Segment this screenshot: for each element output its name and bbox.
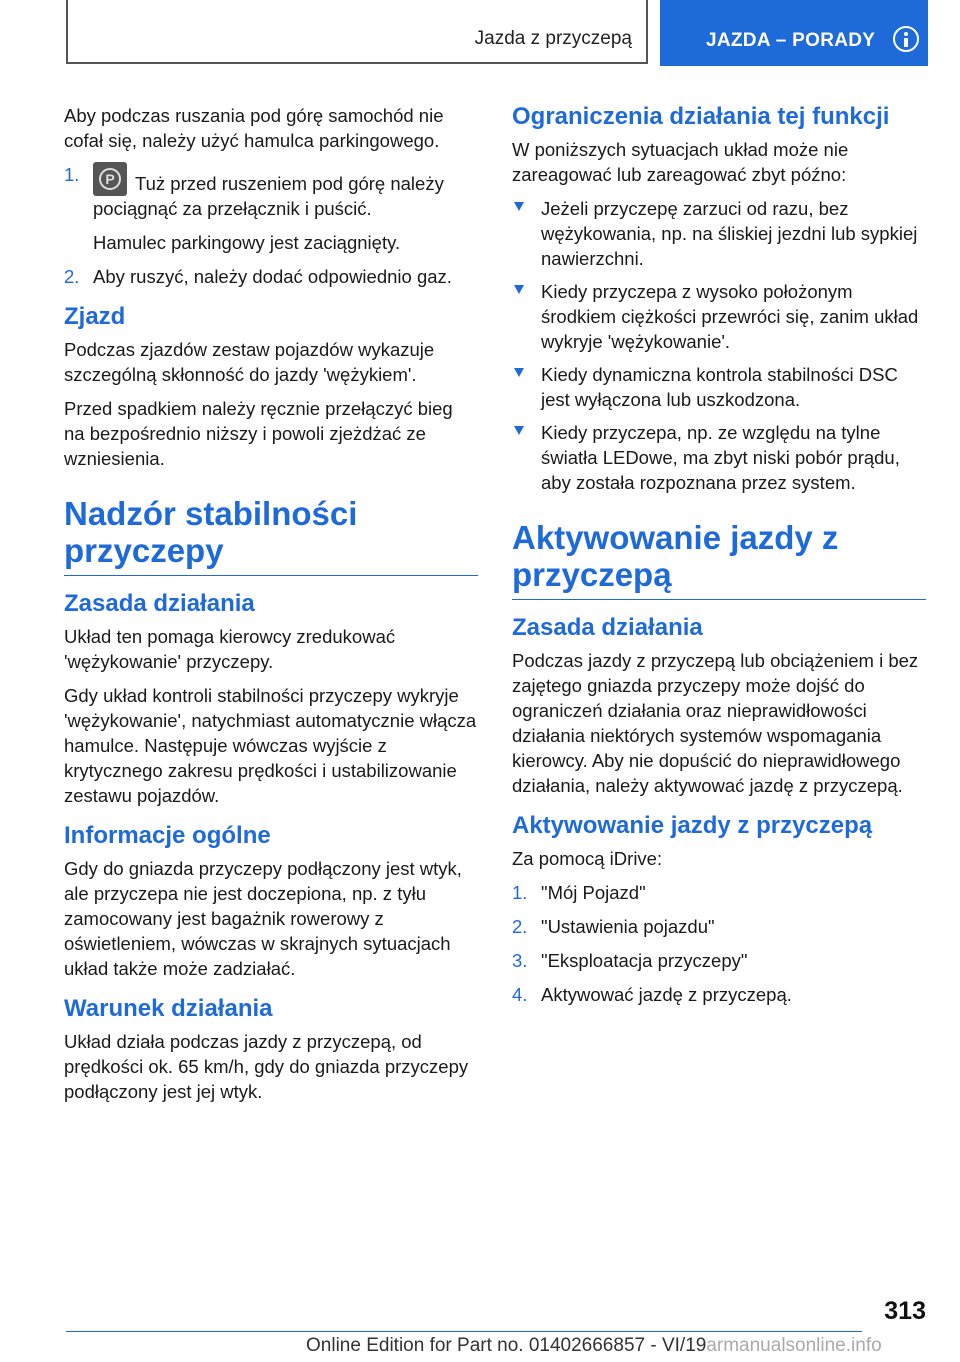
zjazd-paragraph-1: Podczas zjazdów zestaw pojazdów wykazuje szczególną skłonność do jazdy 'wężykiem'. bbox=[64, 339, 435, 385]
step-number: 3. bbox=[512, 950, 528, 971]
warunek-heading: Warunek działania bbox=[64, 995, 273, 1022]
step-text: "Ustawienia pojazdu" bbox=[541, 916, 715, 937]
parking-brake-icon: P bbox=[93, 162, 127, 196]
step-number: 4. bbox=[512, 984, 528, 1005]
list-item bbox=[512, 948, 926, 973]
zasada-paragraph-1: Układ ten pomaga kierowcy zredukować 'wężykowanie' przyczepy. bbox=[64, 626, 396, 672]
header-section-box bbox=[66, 0, 648, 64]
step-number: 2. bbox=[64, 266, 80, 287]
info-paragraph: Gdy do gniazda przyczepy podłączony jest wtyk, ale przyczepa nie jest doczepiona, np. z tyłu zamocowany jest bagażnik rowerowy z oświetleniem, wówczas w skrajnych sytuacjach układ także może zadziałać. bbox=[64, 858, 462, 979]
ograniczenia-paragraph: W poniższych sytuacjach układ może nie zareagować lub zareagować zbyt późno: bbox=[512, 139, 849, 185]
aktywowanie-subheading: Aktywowanie jazdy z przyczepą bbox=[512, 812, 873, 839]
step-text: "Mój Pojazd" bbox=[541, 882, 646, 903]
zjazd-heading: Zjazd bbox=[64, 303, 126, 330]
bullet-triangle-icon bbox=[514, 426, 524, 435]
footer-divider bbox=[66, 1331, 862, 1332]
left-column bbox=[64, 103, 478, 1113]
zasada-paragraph-right: Podczas jazdy z przyczepą lub obciążeniem i bez zajętego gniazda przyczepy może dojść do ograniczeń działania oraz nieprawidłowości działania niektórych systemów wspomagania kierowcy. Aby nie dopuścić do nieprawidłowego działania, należy aktywować jazdę z przyczepą. bbox=[512, 650, 919, 796]
header-chapter-label: JAZDA – PORADY bbox=[706, 30, 876, 51]
nadzor-heading: Nadzór stabilności przyczepy bbox=[64, 495, 478, 576]
bullet-triangle-icon bbox=[514, 368, 524, 377]
aktywowanie-heading: Aktywowanie jazdy z przyczepą bbox=[512, 519, 926, 600]
info-icon[interactable] bbox=[893, 26, 919, 52]
zjazd-paragraph-2: Przed spadkiem należy ręcznie przełączyć bieg na bezpośrednio niższy i powoli zjeżdżać ze wzniesienia. bbox=[64, 398, 453, 469]
bullet-triangle-icon bbox=[514, 202, 524, 211]
idrive-intro: Za pomocą iDrive: bbox=[512, 848, 663, 869]
list-item bbox=[64, 264, 478, 289]
zasada-heading: Zasada działania bbox=[64, 590, 255, 617]
info-heading: Informacje ogólne bbox=[64, 822, 271, 849]
step-result: Hamulec parkingowy jest zaciągnięty. bbox=[93, 232, 401, 253]
step-text: "Eksploatacja przyczepy" bbox=[541, 950, 748, 971]
bullet-triangle-icon bbox=[514, 285, 524, 294]
right-column bbox=[512, 103, 926, 1016]
footer-edition: Online Edition for Part no. 01402666857 - VI/19armanualsonline.info bbox=[306, 1335, 882, 1356]
step-number: 2. bbox=[512, 916, 528, 937]
idrive-steps-list bbox=[512, 880, 926, 1007]
zasada-paragraph-2: Gdy układ kontroli stabilności przyczepy wykryje 'wężykowanie', natychmiast automatycznie włącza hamulce. Następuje wówczas wyjście z krytycznego zakresu prędkości i ustabilizowanie zestawu pojazdów. bbox=[64, 685, 477, 806]
zasada-heading-right: Zasada działania bbox=[512, 614, 703, 641]
list-item: Jeżeli przyczepę zarzuci od razu, bez wężykowania, np. na śliskiej jezdni lub sypkiej nawierzchni. bbox=[512, 196, 926, 271]
list-item: Kiedy przyczepa, np. ze względu na tylne światła LEDowe, ma zbyt niski pobór prądu, aby została rozpoznana przez system. bbox=[512, 420, 926, 495]
intro-paragraph: Aby podczas ruszania pod górę samochód nie cofał się, należy użyć hamulca parkingowego. bbox=[64, 105, 444, 151]
step-number: 1. bbox=[64, 164, 80, 185]
list-item: Kiedy dynamiczna kontrola stabilności DSC jest wyłączona lub uszkodzona. bbox=[512, 362, 926, 412]
start-steps-list bbox=[64, 162, 478, 289]
list-item: Kiedy przyczepa z wysoko położonym środkiem ciężkości przewróci się, zanim układ wykryje 'wężykowanie'. bbox=[512, 279, 926, 354]
header-section-title: Jazda z przyczepą bbox=[474, 28, 632, 49]
step-text: Tuż przed ruszeniem pod górę należy pociągnąć za przełącznik i puścić. bbox=[93, 173, 444, 219]
page-number: 313 bbox=[884, 1297, 926, 1325]
step-text: Aktywować jazdę z przyczepą. bbox=[541, 984, 792, 1005]
list-item bbox=[512, 914, 926, 939]
list-item bbox=[512, 880, 926, 905]
header-chapter-tab[interactable] bbox=[660, 0, 928, 66]
ograniczenia-heading: Ograniczenia działania tej funkcji bbox=[512, 103, 890, 130]
step-number: 1. bbox=[512, 882, 528, 903]
footer-site[interactable]: armanualsonline.info bbox=[706, 1335, 882, 1356]
step-text: Aby ruszyć, należy dodać odpowiednio gaz. bbox=[93, 266, 452, 287]
ograniczenia-list bbox=[512, 196, 926, 495]
warunek-paragraph: Układ działa podczas jazdy z przyczepą, od prędkości ok. 65 km/h, gdy do gniazda przyczepy podłączony jest jej wtyk. bbox=[64, 1031, 469, 1102]
list-item bbox=[512, 982, 926, 1007]
list-item bbox=[64, 162, 478, 255]
